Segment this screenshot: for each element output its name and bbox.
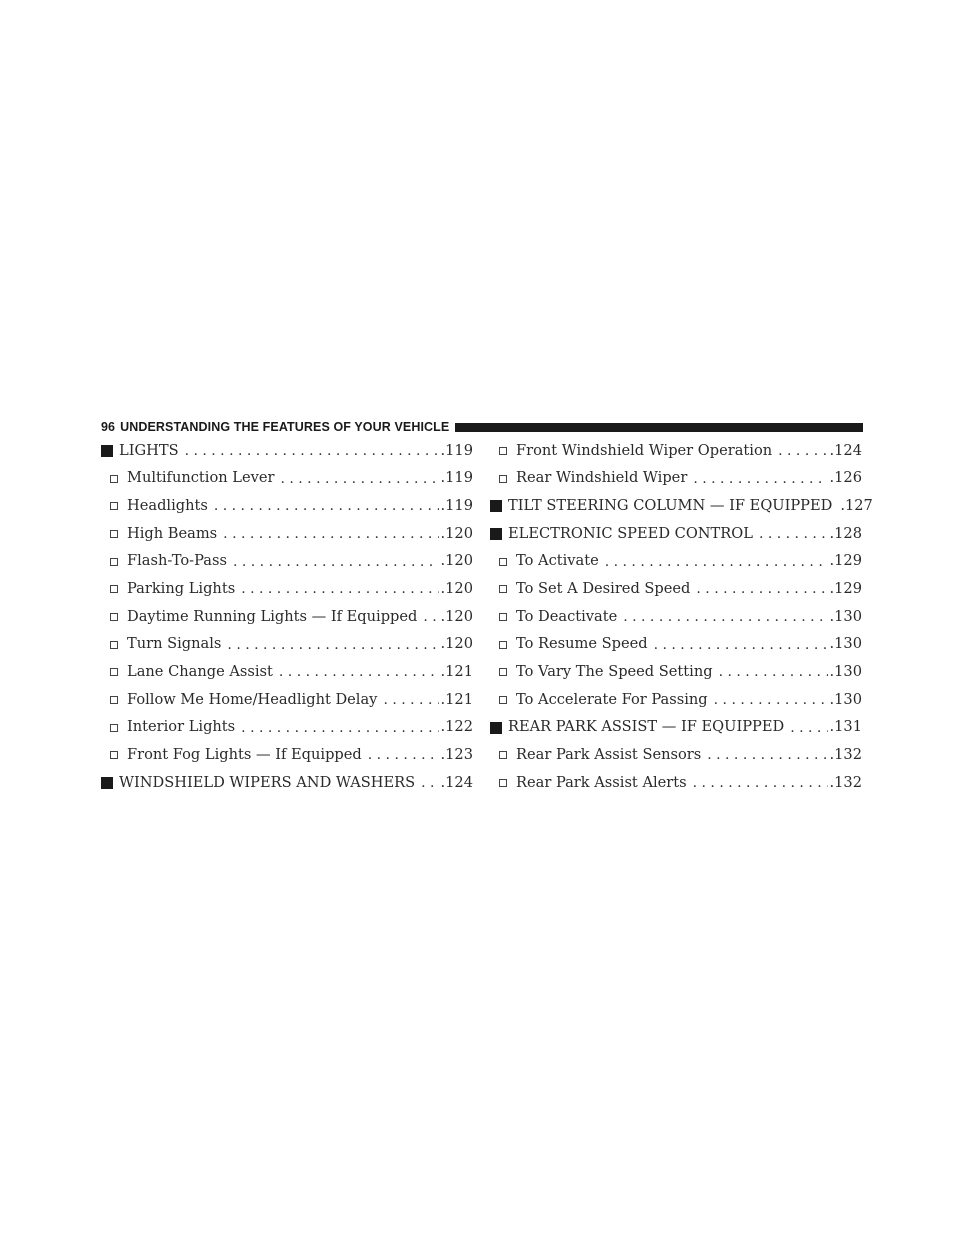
hollow-square-bullet-icon bbox=[499, 641, 507, 649]
filled-square-bullet-icon bbox=[490, 528, 502, 540]
toc-entry-label: To Set A Desired Speed bbox=[516, 579, 691, 597]
dot-leader bbox=[383, 693, 438, 707]
hollow-square-bullet-icon bbox=[110, 558, 118, 566]
hollow-square-bullet-icon bbox=[499, 696, 507, 704]
toc-entry-label: To Activate bbox=[516, 552, 599, 570]
hollow-square-bullet-icon bbox=[110, 530, 118, 538]
dot-leader bbox=[707, 748, 827, 762]
toc-entry-label: LIGHTS bbox=[119, 441, 179, 459]
toc-entry-label: Rear Windshield Wiper bbox=[516, 469, 688, 487]
toc-column-right bbox=[490, 437, 873, 797]
toc-subsection-entry[interactable] bbox=[101, 686, 473, 714]
toc-entry-page-number: .128 bbox=[829, 524, 862, 542]
page-number: 96 bbox=[101, 420, 116, 434]
toc-entry-label: TILT STEERING COLUMN — IF EQUIPPED bbox=[508, 496, 833, 514]
toc-section-entry[interactable] bbox=[490, 714, 862, 742]
dot-leader bbox=[233, 555, 439, 569]
hollow-square-bullet-icon bbox=[110, 696, 118, 704]
toc-entry-page-number: .126 bbox=[829, 469, 862, 487]
toc-entry-page-number: .130 bbox=[829, 607, 862, 625]
toc-subsection-entry[interactable] bbox=[101, 575, 473, 603]
dot-leader bbox=[696, 582, 827, 596]
toc-entry-page-number: .124 bbox=[829, 441, 862, 459]
toc-entry-label: Lane Change Assist bbox=[127, 663, 273, 681]
toc-entry-page-number: .121 bbox=[440, 690, 473, 708]
toc-subsection-entry[interactable] bbox=[490, 769, 862, 797]
toc-entry-page-number: .119 bbox=[440, 469, 473, 487]
toc-entry-label: REAR PARK ASSIST — IF EQUIPPED bbox=[508, 718, 785, 736]
section-title: UNDERSTANDING THE FEATURES OF YOUR VEHICLE bbox=[120, 420, 450, 434]
filled-square-bullet-icon bbox=[101, 445, 113, 457]
dot-leader bbox=[421, 776, 438, 790]
toc-entry-label: Front Windshield Wiper Operation bbox=[516, 441, 773, 459]
filled-square-bullet-icon bbox=[490, 500, 502, 512]
dot-leader bbox=[778, 444, 827, 458]
toc-entry-page-number: .132 bbox=[829, 773, 862, 791]
hollow-square-bullet-icon bbox=[499, 585, 507, 593]
toc-subsection-entry[interactable] bbox=[101, 548, 473, 576]
toc-entry-label: Rear Park Assist Sensors bbox=[516, 746, 702, 764]
dot-leader bbox=[241, 721, 438, 735]
hollow-square-bullet-icon bbox=[110, 475, 118, 483]
dot-leader bbox=[714, 693, 828, 707]
dot-leader bbox=[223, 527, 438, 541]
toc-column-left bbox=[101, 437, 473, 797]
toc-entry-label: Rear Park Assist Alerts bbox=[516, 773, 687, 791]
toc-entry-page-number: .130 bbox=[829, 690, 862, 708]
toc-subsection-entry[interactable] bbox=[490, 437, 862, 465]
toc-subsection-entry[interactable] bbox=[490, 631, 862, 659]
toc-entry-label: To Accelerate For Passing bbox=[516, 690, 708, 708]
toc-section-entry[interactable] bbox=[490, 492, 873, 520]
dot-leader bbox=[368, 748, 439, 762]
toc-subsection-entry[interactable] bbox=[101, 603, 473, 631]
hollow-square-bullet-icon bbox=[499, 668, 507, 676]
hollow-square-bullet-icon bbox=[499, 558, 507, 566]
toc-subsection-entry[interactable] bbox=[101, 742, 473, 770]
toc-entry-label: To Deactivate bbox=[516, 607, 618, 625]
toc-entry-page-number: .130 bbox=[829, 635, 862, 653]
header-rule bbox=[455, 423, 863, 432]
toc-entry-page-number: .120 bbox=[440, 579, 473, 597]
dot-leader bbox=[719, 665, 828, 679]
toc-section-entry[interactable] bbox=[101, 769, 473, 797]
toc-entry-label: Flash-To-Pass bbox=[127, 552, 227, 570]
toc-entry-label: Front Fog Lights — If Equipped bbox=[127, 746, 362, 764]
dot-leader bbox=[759, 527, 828, 541]
toc-entry-label: Headlights bbox=[127, 496, 208, 514]
toc-subsection-entry[interactable] bbox=[101, 659, 473, 687]
toc-entry-label: To Resume Speed bbox=[516, 635, 648, 653]
toc-entry-page-number: .119 bbox=[440, 441, 473, 459]
dot-leader bbox=[279, 665, 439, 679]
toc-entry-page-number: .119 bbox=[440, 496, 473, 514]
hollow-square-bullet-icon bbox=[499, 613, 507, 621]
toc-entry-page-number: .129 bbox=[829, 552, 862, 570]
dot-leader bbox=[605, 555, 828, 569]
toc-entry-label: Turn Signals bbox=[127, 635, 222, 653]
dot-leader bbox=[214, 499, 439, 513]
toc-subsection-entry[interactable] bbox=[490, 742, 862, 770]
toc-section-entry[interactable] bbox=[490, 520, 862, 548]
toc-subsection-entry[interactable] bbox=[490, 659, 862, 687]
toc-entry-page-number: .122 bbox=[440, 718, 473, 736]
hollow-square-bullet-icon bbox=[499, 779, 507, 787]
toc-entry-label: Parking Lights bbox=[127, 579, 236, 597]
toc-subsection-entry[interactable] bbox=[490, 548, 862, 576]
toc-entry-label: To Vary The Speed Setting bbox=[516, 663, 713, 681]
toc-entry-page-number: .123 bbox=[440, 746, 473, 764]
hollow-square-bullet-icon bbox=[499, 447, 507, 455]
toc-entry-page-number: .124 bbox=[440, 773, 473, 791]
dot-leader bbox=[693, 472, 827, 486]
toc-entry-label: ELECTRONIC SPEED CONTROL bbox=[508, 524, 753, 542]
toc-entry-page-number: .120 bbox=[440, 635, 473, 653]
toc-entry-page-number: .120 bbox=[440, 607, 473, 625]
toc-subsection-entry[interactable] bbox=[490, 465, 862, 493]
hollow-square-bullet-icon bbox=[110, 751, 118, 759]
page-header bbox=[101, 419, 863, 435]
dot-leader bbox=[280, 472, 438, 486]
toc-subsection-entry[interactable] bbox=[101, 465, 473, 493]
dot-leader bbox=[185, 444, 439, 458]
toc-subsection-entry[interactable] bbox=[101, 631, 473, 659]
toc-entry-page-number: .127 bbox=[840, 496, 873, 514]
hollow-square-bullet-icon bbox=[110, 502, 118, 510]
dot-leader bbox=[623, 610, 827, 624]
toc-entry-label: Interior Lights bbox=[127, 718, 236, 736]
toc-entry-page-number: .121 bbox=[440, 663, 473, 681]
toc-entry-label: Multifunction Lever bbox=[127, 469, 275, 487]
dot-leader bbox=[227, 638, 438, 652]
toc-subsection-entry[interactable] bbox=[490, 686, 862, 714]
toc-subsection-entry[interactable] bbox=[101, 520, 473, 548]
toc-subsection-entry[interactable] bbox=[101, 492, 473, 520]
toc-entry-page-number: .129 bbox=[829, 579, 862, 597]
hollow-square-bullet-icon bbox=[110, 668, 118, 676]
toc-subsection-entry[interactable] bbox=[490, 575, 862, 603]
filled-square-bullet-icon bbox=[490, 722, 502, 734]
dot-leader bbox=[790, 721, 827, 735]
toc-entry-page-number: .132 bbox=[829, 746, 862, 764]
toc-entry-page-number: .130 bbox=[829, 663, 862, 681]
hollow-square-bullet-icon bbox=[110, 613, 118, 621]
hollow-square-bullet-icon bbox=[499, 475, 507, 483]
toc-entry-label: Daytime Running Lights — If Equipped bbox=[127, 607, 418, 625]
toc-entry-page-number: .131 bbox=[829, 718, 862, 736]
dot-leader bbox=[241, 582, 438, 596]
hollow-square-bullet-icon bbox=[110, 585, 118, 593]
toc-entry-label: WINDSHIELD WIPERS AND WASHERS bbox=[119, 773, 416, 791]
dot-leader bbox=[423, 610, 438, 624]
toc-entry-page-number: .120 bbox=[440, 552, 473, 570]
toc-entry-label: High Beams bbox=[127, 524, 218, 542]
toc-subsection-entry[interactable] bbox=[490, 603, 862, 631]
toc-entry-page-number: .120 bbox=[440, 524, 473, 542]
toc-subsection-entry[interactable] bbox=[101, 714, 473, 742]
hollow-square-bullet-icon bbox=[499, 751, 507, 759]
dot-leader bbox=[654, 638, 828, 652]
toc-entry-label: Follow Me Home/Headlight Delay bbox=[127, 690, 378, 708]
hollow-square-bullet-icon bbox=[110, 641, 118, 649]
toc-section-entry[interactable] bbox=[101, 437, 473, 465]
hollow-square-bullet-icon bbox=[110, 724, 118, 732]
filled-square-bullet-icon bbox=[101, 777, 113, 789]
dot-leader bbox=[693, 776, 828, 790]
